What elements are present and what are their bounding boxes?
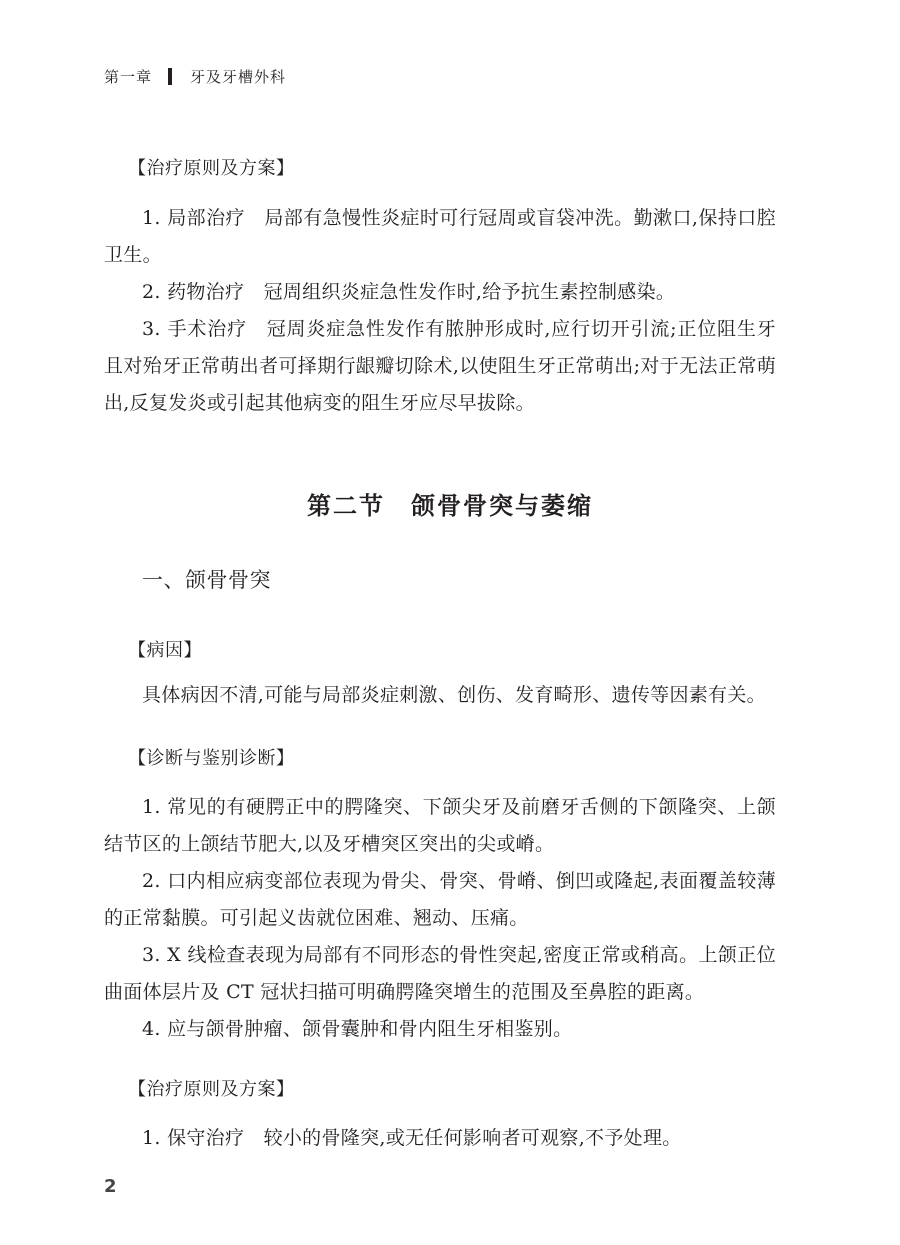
diagnosis-item-2: 2. 口内相应病变部位表现为骨尖、骨突、骨嵴、倒凹或隆起,表面覆盖较薄的正常黏膜。可引起义齿就位困难、翘动、压痛。 [104,870,776,929]
treatment-heading-1: 【治疗原则及方案】 [128,158,295,179]
page-number: 2 [104,1176,117,1197]
treatment-heading-2: 【治疗原则及方案】 [128,1079,295,1100]
diagnosis-item-1: 1. 常见的有硬腭正中的腭隆突、下颌尖牙及前磨牙舌侧的下颌隆突、上颌结节区的上颌结节肥大,以及牙槽突区突出的尖或嵴。 [104,796,776,855]
diagnosis-heading: 【诊断与鉴别诊断】 [128,748,295,769]
subsection-title: 一、颌骨骨突 [142,568,271,592]
header-divider [168,68,172,85]
chapter-title: 牙及牙槽外科 [190,68,287,86]
etiology-text: 具体病因不清,可能与局部炎症刺激、创伤、发育畸形、遗传等因素有关。 [142,684,766,706]
treatment2-item-1: 1. 保守治疗 较小的骨隆突,或无任何影响者可观察,不予处理。 [142,1127,682,1149]
etiology-heading: 【病因】 [128,640,202,661]
treatment-item-3: 3. 手术治疗 冠周炎症急性发作有脓肿形成时,应行切开引流;正位阻生牙且对殆牙正常萌出者可择期行龈瓣切除术,以使阻生牙正常萌出;对于无法正常萌出,反复发炎或引起其他病变的阻生牙应尽早拔除。 [104,318,776,414]
treatment-item-1: 1. 局部治疗 局部有急慢性炎症时可行冠周或盲袋冲洗。勤漱口,保持口腔卫生。 [104,207,776,266]
diagnosis-item-4: 4. 应与颌骨肿瘤、颌骨囊肿和骨内阻生牙相鉴别。 [142,1018,573,1040]
chapter-label: 第一章 [104,68,153,86]
running-header [104,66,286,87]
section-title: 第二节 颌骨骨突与萎缩 [307,491,593,520]
treatment-item-2: 2. 药物治疗 冠周组织炎症急性发作时,给予抗生素控制感染。 [142,281,676,303]
diagnosis-item-3: 3. X 线检查表现为局部有不同形态的骨性突起,密度正常或稍高。上颌正位曲面体层片及 CT 冠状扫描可明确腭隆突增生的范围及至鼻腔的距离。 [104,944,776,1003]
